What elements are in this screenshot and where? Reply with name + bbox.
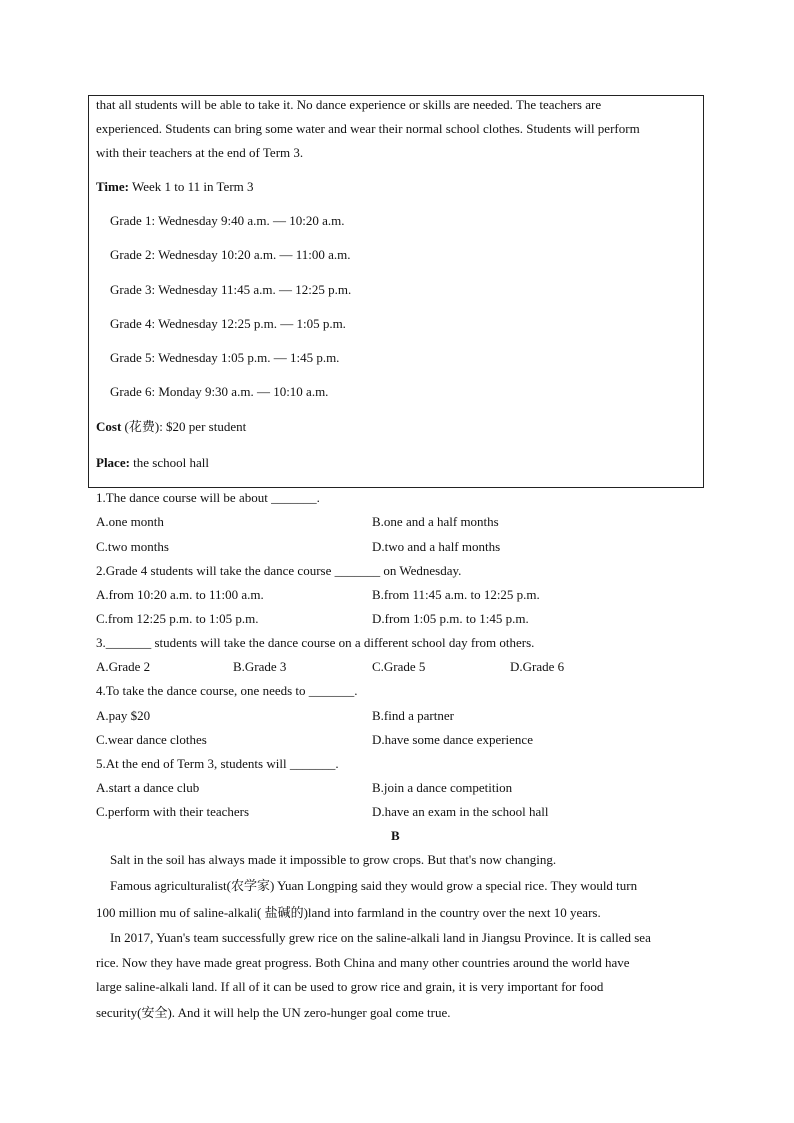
option: A.one month	[96, 514, 164, 529]
schedule-item: Grade 2: Wednesday 10:20 a.m. — 11:00 a.m.	[110, 247, 351, 262]
option: B.one and a half months	[372, 514, 499, 529]
cost-row	[96, 419, 246, 435]
notice-intro-line: that all students will be able to take it. No dance experience or skills are needed. The teachers are	[96, 97, 602, 112]
time-row	[96, 179, 254, 195]
cost-value: (花费): $20 per student	[121, 419, 247, 434]
time-label: Time:	[96, 179, 129, 194]
option: D.Grade 6	[510, 659, 565, 674]
option: C.wear dance clothes	[96, 732, 207, 747]
option: A.Grade 2	[96, 659, 151, 674]
option: C.Grade 5	[372, 659, 426, 674]
cost-label: Cost	[96, 419, 122, 434]
option: B.from 11:45 a.m. to 12:25 p.m.	[372, 587, 540, 602]
option: C.perform with their teachers	[96, 804, 250, 819]
schedule-item: Grade 1: Wednesday 9:40 a.m. — 10:20 a.m.	[110, 213, 345, 228]
passage-line: large saline-alkali land. If all of it can be used to grow rice and grain, it is very important for food	[96, 979, 604, 994]
passage-line: 100 million mu of saline-alkali( 盐碱的)land into farmland in the country over the next 10 years.	[96, 905, 601, 920]
option: D.two and a half months	[372, 539, 501, 554]
question-stem: 1.The dance course will be about _______.	[96, 490, 320, 505]
place-value: the school hall	[129, 455, 209, 470]
option: D.from 1:05 p.m. to 1:45 p.m.	[372, 611, 529, 626]
question-stem: 3._______ students will take the dance course on a different school day from others.	[96, 635, 535, 650]
question-stem: 5.At the end of Term 3, students will _______.	[96, 756, 339, 771]
time-value: Week 1 to 11 in Term 3	[128, 179, 254, 194]
option: C.two months	[96, 539, 169, 554]
option: D.have an exam in the school hall	[372, 804, 549, 819]
passage-line: rice. Now they have made great progress. Both China and many other countries around the world have	[96, 955, 630, 970]
question-stem: 2.Grade 4 students will take the dance course _______ on Wednesday.	[96, 563, 462, 578]
schedule-item: Grade 6: Monday 9:30 a.m. — 10:10 a.m.	[110, 384, 329, 399]
passage-line: Salt in the soil has always made it impossible to grow crops. But that's now changing.	[110, 852, 557, 867]
option: B.join a dance competition	[372, 780, 513, 795]
passage-line: security(安全). And it will help the UN zero-hunger goal come true.	[96, 1005, 451, 1020]
option: D.have some dance experience	[372, 732, 533, 747]
option: A.from 10:20 a.m. to 11:00 a.m.	[96, 587, 264, 602]
option: A.start a dance club	[96, 780, 200, 795]
notice-intro-line: experienced. Students can bring some water and wear their normal school clothes. Students will perform	[96, 121, 640, 136]
place-row	[96, 455, 209, 471]
schedule-item: Grade 4: Wednesday 12:25 p.m. — 1:05 p.m.	[110, 316, 346, 331]
notice-intro-line: with their teachers at the end of Term 3.	[96, 145, 304, 160]
option: A.pay $20	[96, 708, 151, 723]
option: B.Grade 3	[233, 659, 287, 674]
passage-line: In 2017, Yuan's team successfully grew rice on the saline-alkali land in Jiangsu Province. It is called sea	[110, 930, 651, 945]
place-label: Place:	[96, 455, 130, 470]
schedule-item: Grade 3: Wednesday 11:45 a.m. — 12:25 p.m.	[110, 282, 352, 297]
section-heading: B	[391, 828, 400, 843]
schedule-item: Grade 5: Wednesday 1:05 p.m. — 1:45 p.m.	[110, 350, 340, 365]
option: C.from 12:25 p.m. to 1:05 p.m.	[96, 611, 259, 626]
passage-line: Famous agriculturalist(农学家) Yuan Longping said they would grow a special rice. They would turn	[110, 878, 638, 893]
question-stem: 4.To take the dance course, one needs to _______.	[96, 683, 358, 698]
option: B.find a partner	[372, 708, 454, 723]
